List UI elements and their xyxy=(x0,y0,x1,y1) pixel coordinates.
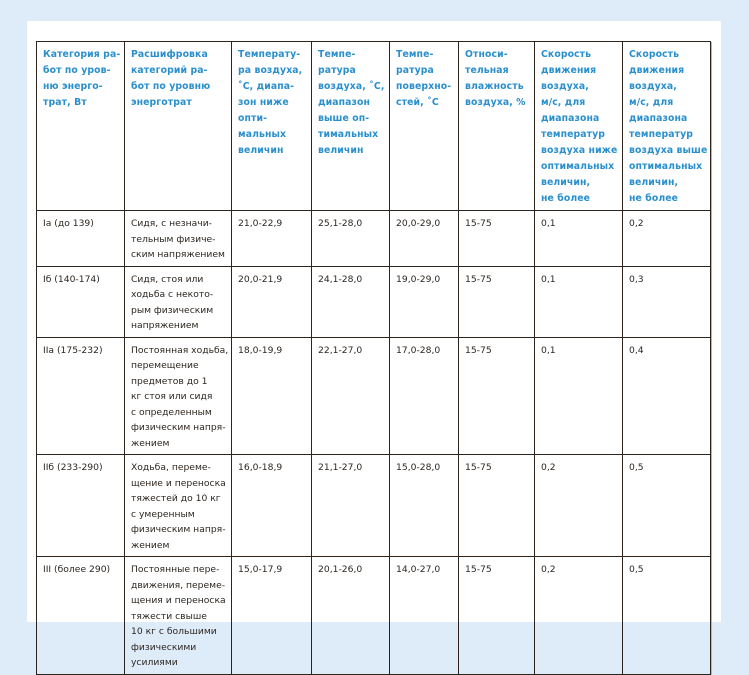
cell-text-line: воздуха, xyxy=(629,81,677,92)
cell-text-line: тельная xyxy=(465,65,509,76)
cell-text-line: диапазона xyxy=(541,113,600,124)
cell-category: IIa (175-232) xyxy=(37,337,125,455)
cell-surface-temp: 19,0-29,0 xyxy=(390,266,459,337)
cell-text-line: ратура xyxy=(318,65,356,76)
cell-text-line: стей, ˚С xyxy=(396,97,439,108)
cell-text-line: м/с, для xyxy=(629,97,674,108)
cell-text-line: Сидя, стоя или xyxy=(131,273,204,285)
cell-air-speed-below: 0,1 xyxy=(535,211,623,267)
cell-text-line: воздуха, ˚С, xyxy=(318,81,385,92)
cell-text-line: Температу- xyxy=(238,49,301,60)
cell-air-speed-below: 0,1 xyxy=(535,337,623,455)
header-air-speed-above xyxy=(623,42,711,211)
microclimate-norms-table xyxy=(36,41,711,675)
cell-text-line: поверхно- xyxy=(396,81,452,92)
cell-text-line: Постоянная ходьба, xyxy=(131,344,229,356)
cell-text-line: оптимальных xyxy=(541,161,615,172)
cell-text-line: ню энерго- xyxy=(43,81,103,92)
cell-air-temp-above: 20,1-26,0 xyxy=(312,557,390,675)
cell-air-temp-above: 22,1-27,0 xyxy=(312,337,390,455)
cell-description xyxy=(125,266,232,337)
cell-text-line: выше оп- xyxy=(318,113,370,124)
header-category xyxy=(37,42,125,211)
cell-text-line: температур xyxy=(541,129,606,140)
cell-text-line: диапазон xyxy=(318,97,371,108)
table-row xyxy=(37,557,711,675)
cell-humidity: 15-75 xyxy=(459,557,535,675)
cell-text-line: усилиями xyxy=(131,657,178,668)
cell-category: Ia (до 139) xyxy=(37,211,125,267)
cell-surface-temp: 15,0-28,0 xyxy=(390,455,459,557)
table-row xyxy=(37,455,711,557)
cell-text-line: Темпе- xyxy=(396,49,434,60)
cell-text-line: тяжести свыше xyxy=(131,610,207,622)
cell-text-line: предметов до 1 xyxy=(131,375,208,387)
cell-text-line: Постоянные пере- xyxy=(131,564,220,575)
cell-text-line: воздуха, xyxy=(541,81,589,92)
cell-text-line: с определенным xyxy=(131,406,212,418)
cell-text-line: с умеренным xyxy=(131,508,195,520)
cell-category: III (более 290) xyxy=(37,557,125,675)
cell-air-temp-above: 24,1-28,0 xyxy=(312,266,390,337)
cell-humidity: 15-75 xyxy=(459,337,535,455)
cell-text-line: щение и переноска xyxy=(131,477,226,489)
cell-text-line: Относи- xyxy=(465,49,508,60)
cell-air-speed-below: 0,2 xyxy=(535,557,623,675)
cell-text-line: диапазона xyxy=(629,113,688,124)
cell-text-line: влажность xyxy=(465,81,524,92)
cell-surface-temp: 14,0-27,0 xyxy=(390,557,459,675)
cell-text-line: Сидя, с незначи- xyxy=(131,218,212,229)
cell-text-line: тимальных xyxy=(318,129,379,140)
header-air-temp-above xyxy=(312,42,390,211)
table-row xyxy=(37,266,711,337)
cell-text-line: ским напряжением xyxy=(131,249,225,260)
cell-description xyxy=(125,557,232,675)
cell-air-speed-below: 0,2 xyxy=(535,455,623,557)
cell-text-line: жением xyxy=(131,437,170,449)
cell-air-speed-below: 0,1 xyxy=(535,266,623,337)
cell-text-line: трат, Вт xyxy=(43,97,87,108)
cell-text-line: Темпе- xyxy=(318,49,356,60)
cell-text-line: физическим напря- xyxy=(131,524,226,535)
cell-text-line: жением xyxy=(131,539,170,551)
cell-text-line: не более xyxy=(541,193,591,204)
cell-text-line: бот по уровню xyxy=(131,81,211,92)
cell-air-temp-above: 21,1-27,0 xyxy=(312,455,390,557)
cell-text-line: величин xyxy=(238,145,284,156)
cell-text-line: физическим напря- xyxy=(131,422,226,433)
header-humidity xyxy=(459,42,535,211)
cell-air-temp-below: 16,0-18,9 xyxy=(232,455,312,557)
header-row xyxy=(37,42,711,211)
cell-text-line: воздуха, % xyxy=(465,97,526,108)
cell-text-line: физическими xyxy=(131,641,197,653)
cell-text-line: ра воздуха, xyxy=(238,65,303,76)
table-row xyxy=(37,211,711,267)
cell-text-line: величин xyxy=(318,145,364,156)
cell-text-line: воздуха выше xyxy=(629,145,708,156)
cell-text-line: энерготрат xyxy=(131,97,192,108)
cell-description xyxy=(125,455,232,557)
cell-text-line: величин, xyxy=(629,177,679,188)
cell-text-line: оптимальных xyxy=(629,161,703,172)
cell-text-line: м/с, для xyxy=(541,97,586,108)
cell-text-line: перемещение xyxy=(131,360,199,371)
cell-text-line: Ходьба, переме- xyxy=(131,462,211,473)
header-air-temp-below xyxy=(232,42,312,211)
cell-text-line: воздуха ниже xyxy=(541,145,618,156)
cell-text-line: кг стоя или сидя xyxy=(131,391,213,402)
header-surface-temp xyxy=(390,42,459,211)
cell-air-speed-above: 0,5 xyxy=(623,455,711,557)
cell-description xyxy=(125,337,232,455)
cell-text-line: бот по уров- xyxy=(43,65,111,76)
cell-air-temp-below: 18,0-19,9 xyxy=(232,337,312,455)
cell-surface-temp: 20,0-29,0 xyxy=(390,211,459,267)
cell-text-line: мальных xyxy=(238,129,287,140)
cell-air-speed-above: 0,2 xyxy=(623,211,711,267)
cell-text-line: Расшифровка xyxy=(131,49,208,60)
table-row xyxy=(37,337,711,455)
header-air-speed-below xyxy=(535,42,623,211)
cell-text-line: категорий ра- xyxy=(131,65,208,76)
cell-text-line: ˚С, диапа- xyxy=(238,81,295,92)
cell-text-line: Скорость xyxy=(541,49,592,60)
cell-air-temp-below: 15,0-17,9 xyxy=(232,557,312,675)
cell-text-line: движения xyxy=(541,65,597,76)
cell-air-temp-below: 20,0-21,9 xyxy=(232,266,312,337)
cell-category: Iб (140-174) xyxy=(37,266,125,337)
cell-text-line: рым физическим xyxy=(131,304,214,316)
cell-humidity: 15-75 xyxy=(459,266,535,337)
cell-humidity: 15-75 xyxy=(459,211,535,267)
cell-text-line: тельным физиче- xyxy=(131,233,216,245)
cell-text-line: напряжением xyxy=(131,320,199,331)
cell-text-line: Категория ра- xyxy=(43,49,121,60)
cell-text-line: ратура xyxy=(396,65,434,76)
cell-air-speed-above: 0,3 xyxy=(623,266,711,337)
cell-air-temp-below: 21,0-22,9 xyxy=(232,211,312,267)
cell-text-line: 10 кг с большими xyxy=(131,626,217,637)
cell-air-speed-above: 0,5 xyxy=(623,557,711,675)
cell-air-temp-above: 25,1-28,0 xyxy=(312,211,390,267)
cell-surface-temp: 17,0-28,0 xyxy=(390,337,459,455)
cell-text-line: тяжестей до 10 кг xyxy=(131,493,221,504)
header-description xyxy=(125,42,232,211)
cell-humidity: 15-75 xyxy=(459,455,535,557)
cell-text-line: не более xyxy=(629,193,679,204)
cell-text-line: температур xyxy=(629,129,694,140)
cell-air-speed-above: 0,4 xyxy=(623,337,711,455)
cell-description xyxy=(125,211,232,267)
cell-text-line: величин, xyxy=(541,177,591,188)
cell-text-line: ходьба с некото- xyxy=(131,289,214,300)
cell-text-line: движения, переме- xyxy=(131,579,226,591)
cell-category: IIб (233-290) xyxy=(37,455,125,557)
cell-text-line: движения xyxy=(629,65,685,76)
cell-text-line: щения и переноска xyxy=(131,595,226,606)
cell-text-line: Скорость xyxy=(629,49,680,60)
cell-text-line: зон ниже xyxy=(238,97,289,108)
cell-text-line: опти- xyxy=(238,113,268,124)
